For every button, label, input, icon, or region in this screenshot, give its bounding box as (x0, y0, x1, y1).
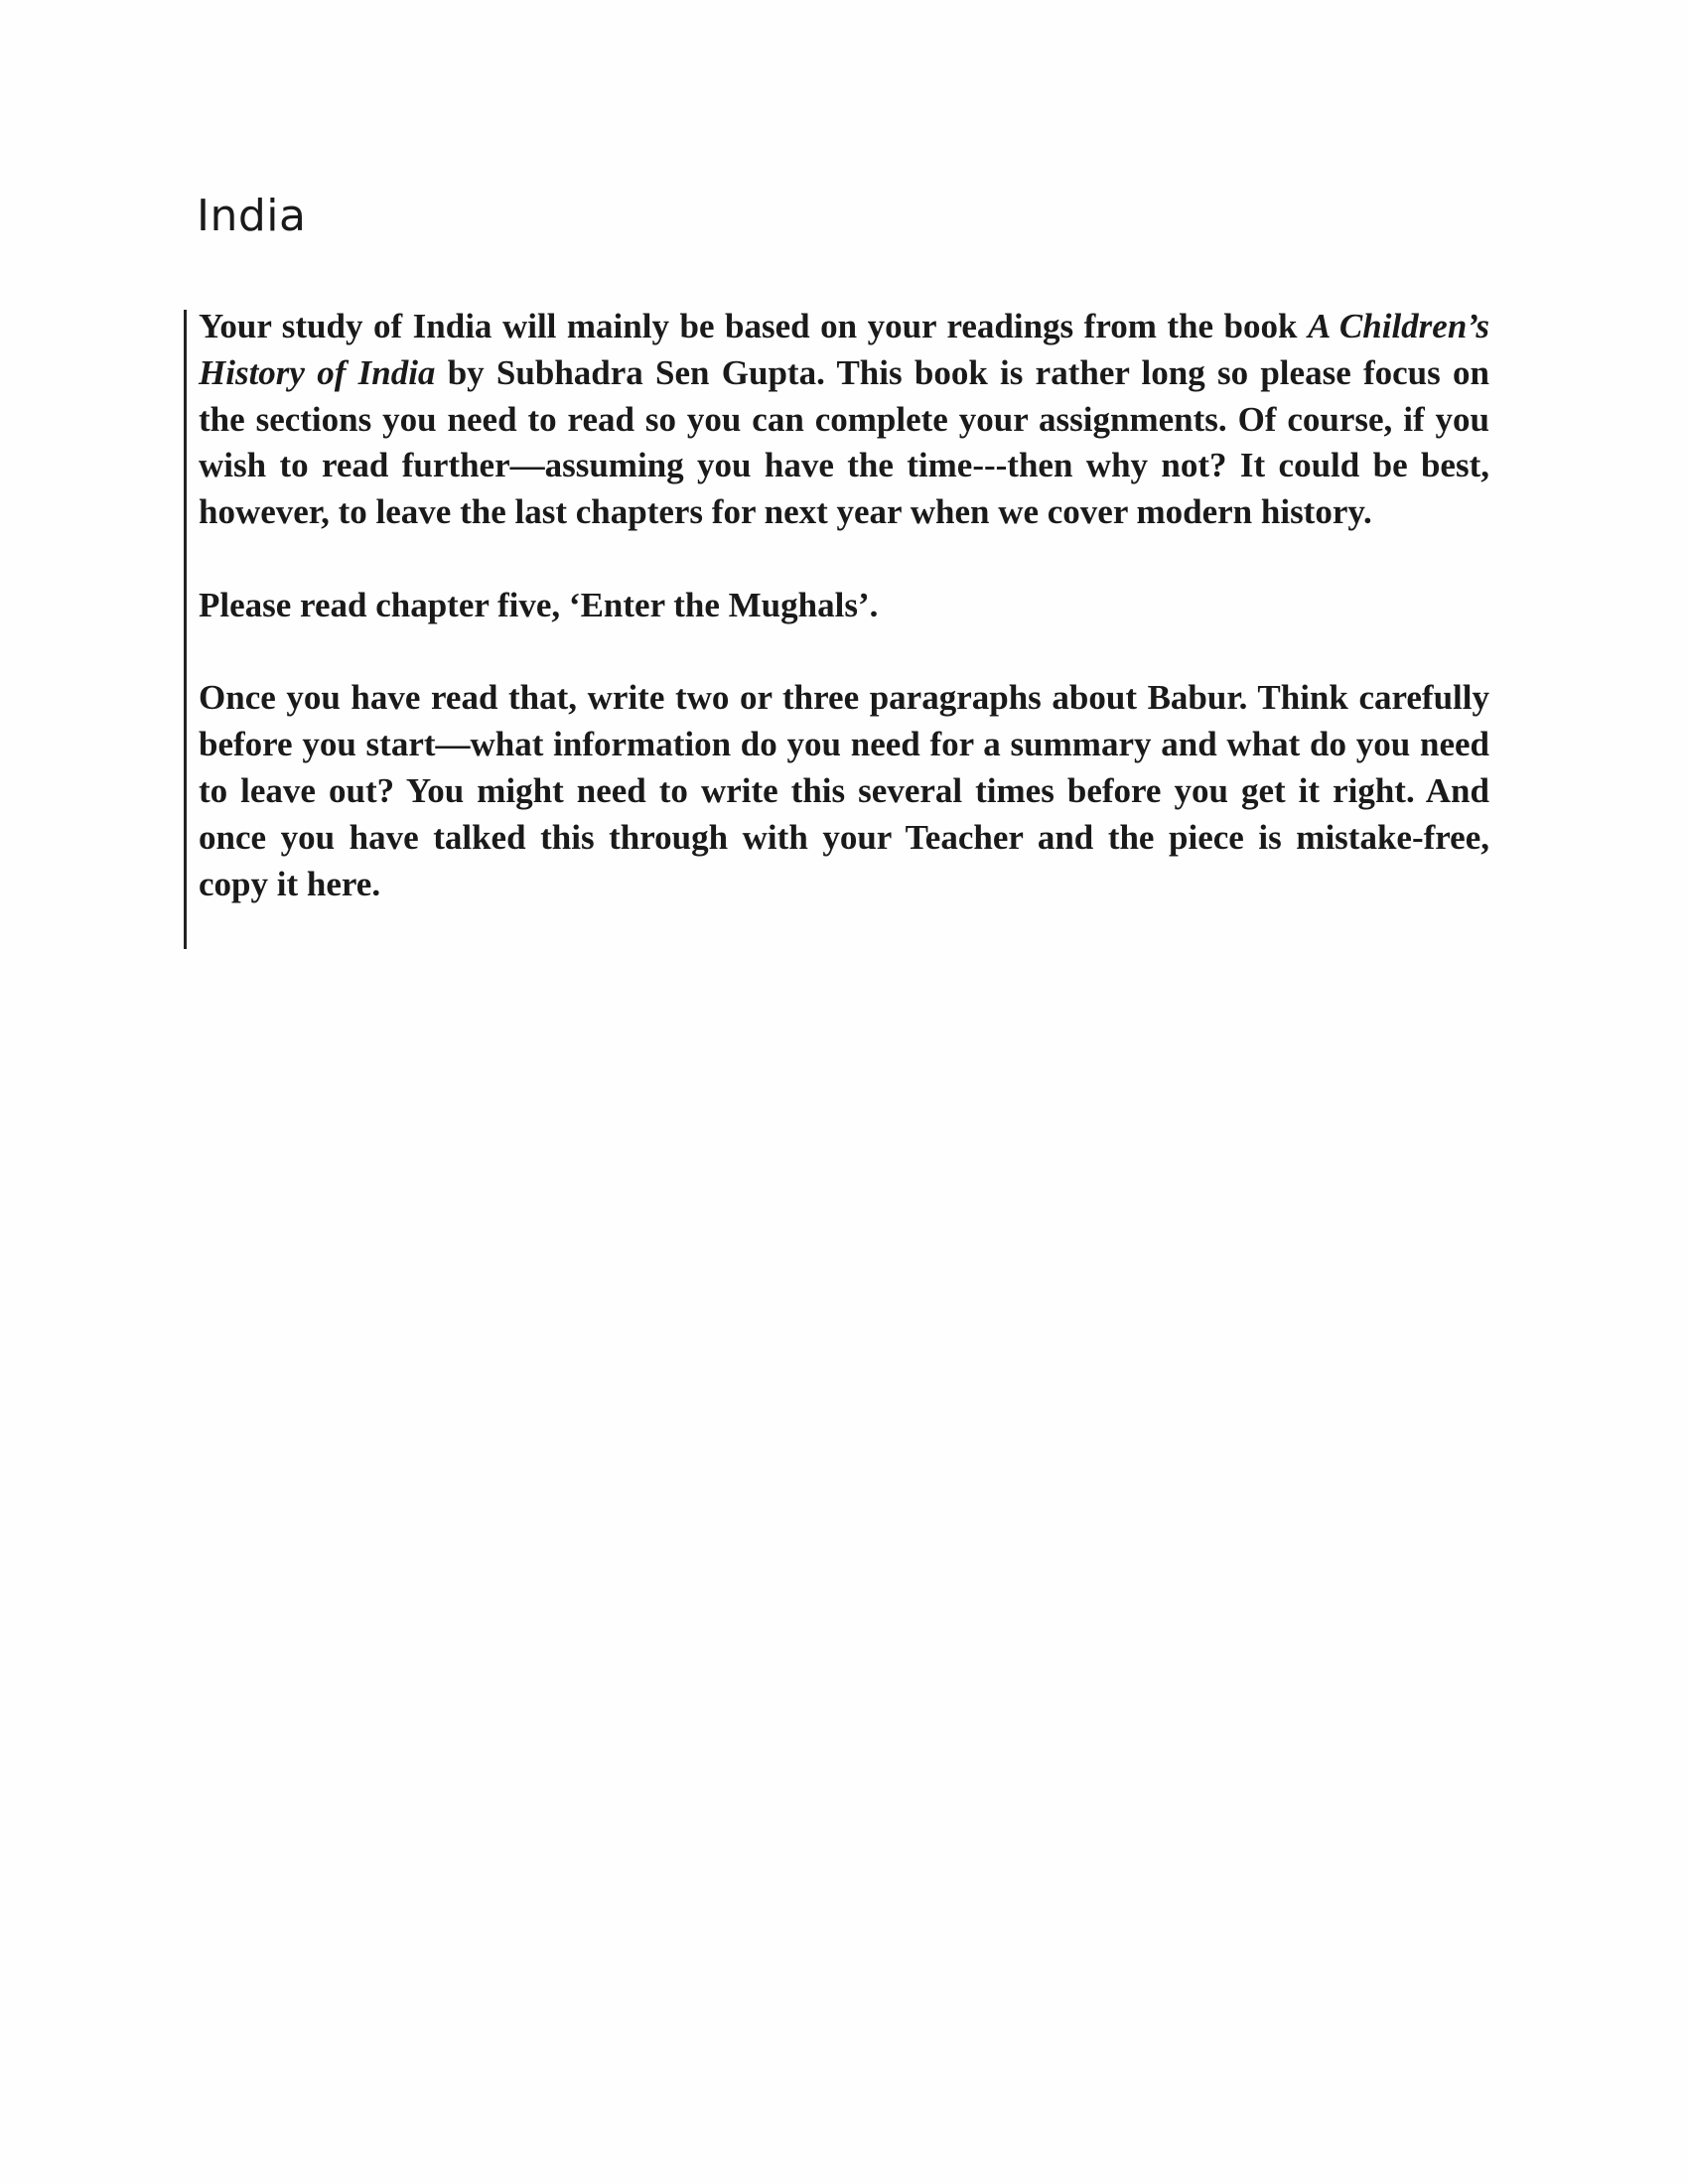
section-heading: India (197, 191, 307, 241)
paragraph-reading-intro (199, 304, 1489, 536)
margin-change-bar (184, 310, 187, 949)
paragraph-writing-assignment: Once you have read that, write two or three paragraphs about Babur. Think carefully before you start—what information do you need for a summary and what do you need to leave out? You might need to write this several times before you get it right. And once you have talked this through with your Teacher and the piece is mistake-free, copy it here. (199, 678, 1489, 903)
book-title: A Children’s History of India (199, 307, 1489, 392)
body-text (199, 304, 1489, 907)
paragraph-chapter-instruction: Please read chapter five, ‘Enter the Mughals’. (199, 585, 879, 624)
paragraph-text: by Subhadra Sen Gupta. This book is rather long so please focus on the sections you need to read so you can complete your assignments. Of course, if you wish to read further—assuming you have the time---then why not? It could be best, however, to leave the last chapters for next year when we cover modern history. (199, 352, 1489, 532)
paragraph-text: Your study of India will mainly be based on your readings from the book (199, 307, 1308, 345)
